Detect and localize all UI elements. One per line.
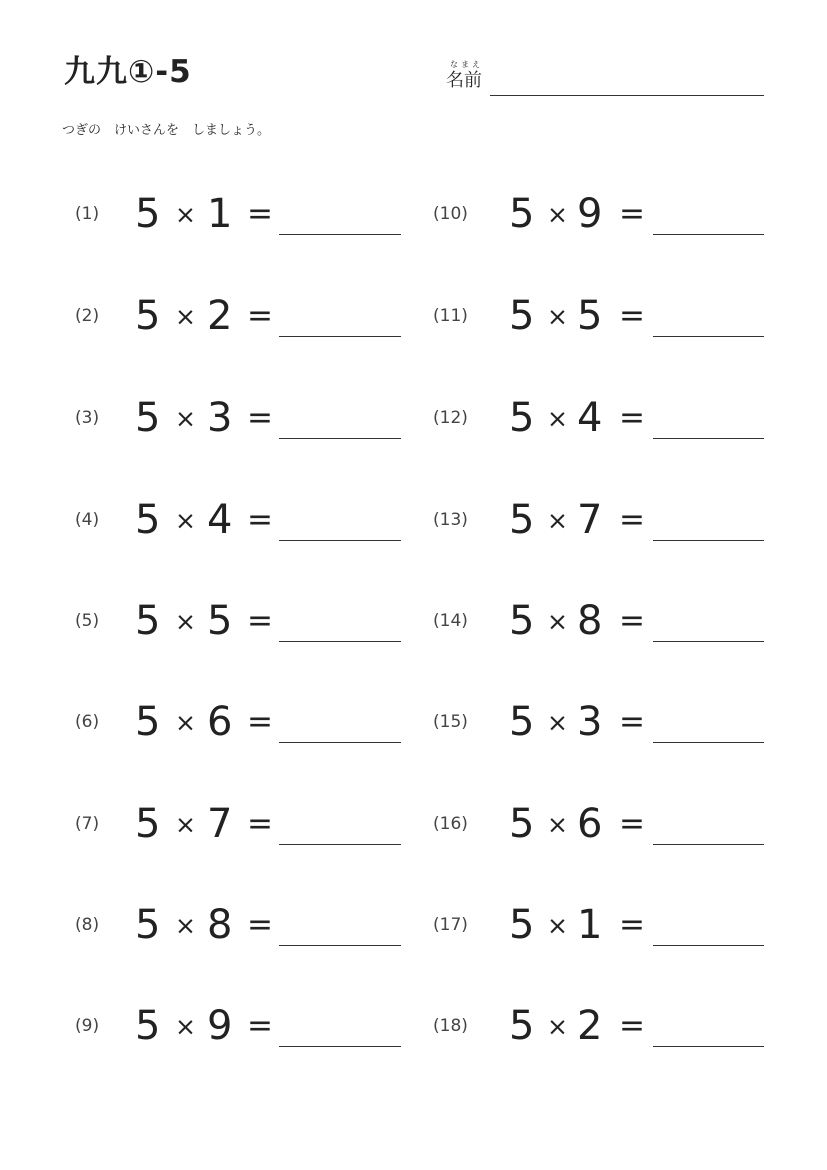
second-factor: 6 (207, 699, 233, 745)
second-factor: 9 (577, 191, 603, 237)
answer-blank[interactable] (653, 742, 764, 743)
second-factor: 6 (577, 801, 603, 847)
first-factor: 5 (509, 902, 535, 948)
answer-blank[interactable] (279, 1046, 401, 1047)
first-factor: 5 (509, 191, 535, 237)
times-sign: × (547, 404, 568, 433)
first-factor: 5 (135, 1003, 161, 1049)
problem-number: (17) (433, 915, 468, 935)
problem-number: (2) (75, 306, 100, 326)
problem-number: (10) (433, 204, 468, 224)
equals-sign: = (247, 704, 273, 740)
times-sign: × (547, 1012, 568, 1041)
problem-number: (5) (75, 611, 100, 631)
name-ruby: なまえ (450, 60, 483, 69)
second-factor: 3 (207, 395, 233, 441)
times-sign: × (175, 607, 196, 636)
answer-blank[interactable] (279, 336, 401, 337)
times-sign: × (547, 810, 568, 839)
second-factor: 8 (577, 598, 603, 644)
times-sign: × (547, 200, 568, 229)
second-factor: 8 (207, 902, 233, 948)
answer-blank[interactable] (279, 641, 401, 642)
problem-number: (1) (75, 204, 100, 224)
times-sign: × (547, 911, 568, 940)
problem-number: (4) (75, 510, 100, 530)
equals-sign: = (619, 400, 645, 436)
second-factor: 7 (577, 497, 603, 543)
times-sign: × (175, 708, 196, 737)
first-factor: 5 (509, 801, 535, 847)
answer-blank[interactable] (653, 844, 764, 845)
instruction-text: つぎの けいさんを しましょう。 (62, 123, 271, 138)
equals-sign: = (619, 704, 645, 740)
answer-blank[interactable] (653, 540, 764, 541)
first-factor: 5 (135, 699, 161, 745)
answer-blank[interactable] (279, 945, 401, 946)
equals-sign: = (619, 1008, 645, 1044)
times-sign: × (175, 200, 196, 229)
times-sign: × (175, 302, 196, 331)
times-sign: × (547, 607, 568, 636)
equals-sign: = (247, 502, 273, 538)
times-sign: × (175, 404, 196, 433)
answer-blank[interactable] (279, 540, 401, 541)
second-factor: 2 (577, 1003, 603, 1049)
answer-blank[interactable] (653, 234, 764, 235)
equals-sign: = (247, 400, 273, 436)
name-input-line[interactable] (490, 95, 764, 96)
first-factor: 5 (135, 395, 161, 441)
answer-blank[interactable] (653, 438, 764, 439)
equals-sign: = (247, 806, 273, 842)
first-factor: 5 (509, 293, 535, 339)
equals-sign: = (247, 603, 273, 639)
second-factor: 5 (207, 598, 233, 644)
problem-number: (18) (433, 1016, 468, 1036)
first-factor: 5 (509, 598, 535, 644)
problem-number: (16) (433, 814, 468, 834)
answer-blank[interactable] (279, 234, 401, 235)
second-factor: 2 (207, 293, 233, 339)
first-factor: 5 (509, 395, 535, 441)
first-factor: 5 (135, 801, 161, 847)
times-sign: × (547, 708, 568, 737)
answer-blank[interactable] (279, 438, 401, 439)
equals-sign: = (247, 196, 273, 232)
answer-blank[interactable] (653, 641, 764, 642)
first-factor: 5 (135, 293, 161, 339)
equals-sign: = (619, 298, 645, 334)
problem-number: (3) (75, 408, 100, 428)
problem-number: (9) (75, 1016, 100, 1036)
problem-number: (14) (433, 611, 468, 631)
first-factor: 5 (509, 1003, 535, 1049)
first-factor: 5 (135, 902, 161, 948)
answer-blank[interactable] (653, 945, 764, 946)
times-sign: × (175, 506, 196, 535)
equals-sign: = (247, 298, 273, 334)
second-factor: 3 (577, 699, 603, 745)
second-factor: 9 (207, 1003, 233, 1049)
answer-blank[interactable] (279, 742, 401, 743)
times-sign: × (547, 506, 568, 535)
first-factor: 5 (135, 191, 161, 237)
equals-sign: = (619, 196, 645, 232)
answer-blank[interactable] (279, 844, 401, 845)
times-sign: × (175, 810, 196, 839)
equals-sign: = (247, 1008, 273, 1044)
first-factor: 5 (509, 497, 535, 543)
answer-blank[interactable] (653, 1046, 764, 1047)
worksheet-title: 九九①-5 (64, 54, 192, 90)
times-sign: × (547, 302, 568, 331)
problem-number: (11) (433, 306, 468, 326)
problem-number: (12) (433, 408, 468, 428)
equals-sign: = (619, 502, 645, 538)
first-factor: 5 (509, 699, 535, 745)
times-sign: × (175, 1012, 196, 1041)
second-factor: 4 (207, 497, 233, 543)
problem-number: (15) (433, 712, 468, 732)
times-sign: × (175, 911, 196, 940)
equals-sign: = (619, 806, 645, 842)
answer-blank[interactable] (653, 336, 764, 337)
second-factor: 7 (207, 801, 233, 847)
problem-number: (7) (75, 814, 100, 834)
problem-number: (13) (433, 510, 468, 530)
equals-sign: = (619, 603, 645, 639)
problem-number: (6) (75, 712, 100, 732)
second-factor: 1 (207, 191, 233, 237)
second-factor: 5 (577, 293, 603, 339)
equals-sign: = (619, 907, 645, 943)
name-label: 名前 (446, 70, 482, 91)
problem-number: (8) (75, 915, 100, 935)
second-factor: 1 (577, 902, 603, 948)
first-factor: 5 (135, 598, 161, 644)
first-factor: 5 (135, 497, 161, 543)
name-field-area (446, 60, 766, 100)
equals-sign: = (247, 907, 273, 943)
second-factor: 4 (577, 395, 603, 441)
